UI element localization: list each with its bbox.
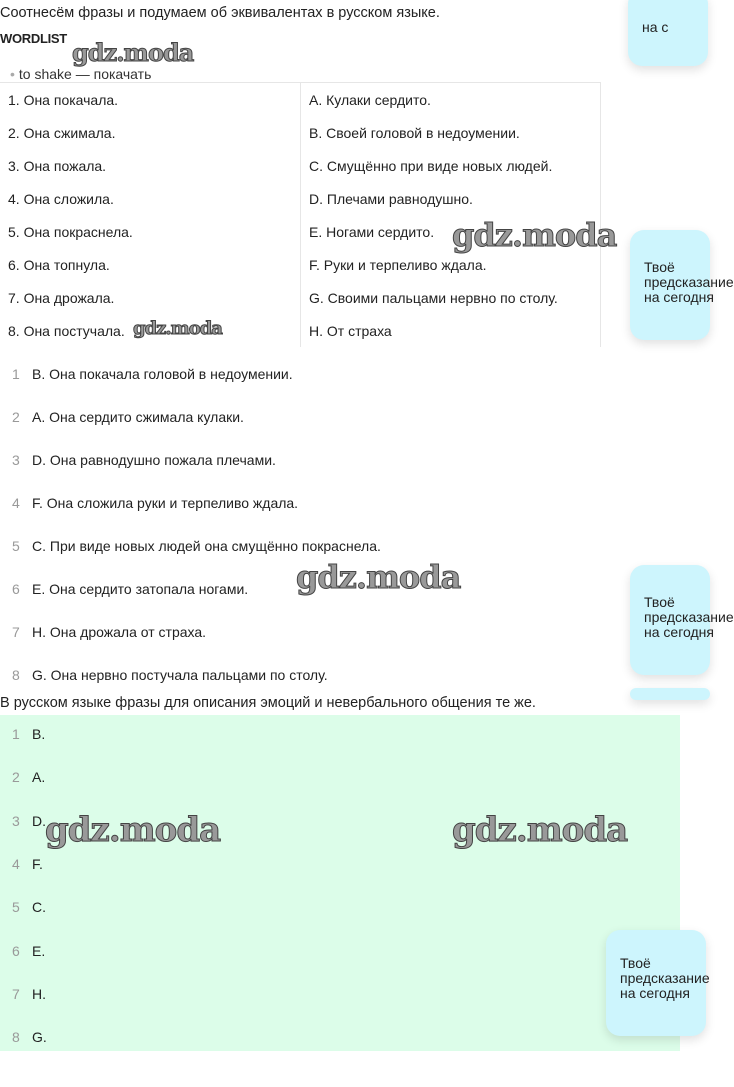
list-item: [12, 407, 244, 427]
prediction-bubble-edge: [630, 688, 710, 700]
list-item: [12, 364, 293, 384]
item-text: H. Она дрожала от страха.: [32, 624, 207, 640]
item-text: G. Она нервно постучала пальцами по столу.: [32, 667, 328, 683]
watermark: gdz.moda: [45, 810, 221, 850]
item-text: D.: [32, 812, 46, 829]
wordlist-item-text: to shake — покачать: [18, 66, 152, 82]
match-phrase: G. Своими пальцами нервно по столу.: [301, 281, 601, 314]
match-phrase: E. Ногами сердито.: [301, 215, 601, 248]
item-number: 5: [12, 538, 20, 554]
bubble-line: на сегодня: [644, 289, 714, 305]
item-text: A. Она сердито сжимала кулаки.: [32, 409, 244, 425]
bubble-text: на с: [642, 19, 669, 35]
bubble-line: предсказание: [620, 970, 710, 986]
bubble-line: Твоё: [620, 955, 651, 971]
bubble-line: Твоё: [644, 259, 675, 275]
match-phrase: H. От страха: [301, 314, 601, 347]
item-text: C. При виде новых людей она смущённо покраснела.: [32, 538, 381, 554]
list-item: [12, 984, 46, 1004]
list-item: [12, 941, 45, 961]
match-phrase: A. Кулаки сердито.: [301, 83, 601, 117]
prediction-bubble[interactable]: [630, 230, 734, 340]
bubble-line: предсказание: [644, 274, 734, 290]
list-item: [12, 536, 381, 556]
sentence-start: 1. Она покачала.: [0, 83, 301, 117]
item-text: C.: [32, 899, 46, 916]
table-row: [0, 281, 601, 314]
item-number: 1: [12, 726, 20, 742]
item-text: B.: [32, 726, 46, 742]
item-number: 2: [12, 769, 20, 786]
item-text: D. Она равнодушно пожала плечами.: [32, 452, 276, 468]
bubble-line: Твоё: [644, 594, 675, 610]
item-text: H.: [32, 985, 46, 1002]
sentence-start: 5. Она покраснела.: [0, 215, 301, 248]
list-item: [12, 1027, 47, 1047]
list-item: [12, 622, 206, 642]
item-number: 1: [12, 366, 20, 382]
wordlist-title: WORDLIST: [0, 31, 67, 46]
item-number: 2: [12, 409, 20, 425]
table-row: [0, 116, 601, 149]
item-text: F. Она сложила руки и терпеливо ждала.: [32, 495, 299, 511]
bubble-line: на сегодня: [644, 624, 714, 640]
table-row: [0, 182, 601, 215]
watermark: gdz.moda: [452, 810, 628, 850]
prediction-bubble[interactable]: [628, 0, 708, 66]
item-text: F.: [32, 855, 43, 872]
list-item: [12, 493, 298, 513]
item-text: B. Она покачала головой в недоумении.: [32, 366, 293, 382]
item-text: A.: [32, 769, 46, 786]
bubble-line: на сегодня: [620, 985, 690, 1001]
list-item: [12, 854, 43, 874]
bubble-line: предсказание: [644, 609, 734, 625]
sentence-start: 6. Она топнула.: [0, 248, 301, 281]
item-number: 6: [12, 581, 20, 597]
list-item: [12, 450, 276, 470]
intro-text: Соотнесём фразы и подумаем об эквивалентах в русском языке.: [0, 5, 440, 21]
table-row: [0, 83, 601, 117]
list-item: [12, 767, 45, 787]
match-phrase: C. Смущённо при виде новых людей.: [301, 149, 601, 182]
list-item: [12, 665, 328, 685]
item-text: E.: [32, 942, 46, 959]
prediction-bubble[interactable]: [630, 565, 734, 675]
item-number: 5: [12, 899, 20, 916]
matching-table: [0, 82, 601, 347]
item-number: 3: [12, 812, 20, 829]
sentence-start: 7. Она дрожала.: [0, 281, 301, 314]
table-row: [0, 149, 601, 182]
item-number: 4: [12, 855, 20, 872]
match-phrase: F. Руки и терпеливо ждала.: [301, 248, 601, 281]
item-number: 4: [12, 495, 20, 511]
watermark: gdz.moda: [296, 558, 461, 596]
item-text: G.: [32, 1029, 47, 1046]
sentence-start: 3. Она пожала.: [0, 149, 301, 182]
sentence-start: 8. Она постучала.: [0, 314, 301, 347]
short-answer-panel: [0, 715, 680, 1051]
watermark: gdz.moda: [133, 318, 222, 339]
match-phrase: B. Своей головой в недоумении.: [301, 116, 601, 149]
list-item: [12, 724, 45, 744]
sentence-start: 4. Она сложила.: [0, 182, 301, 215]
item-number: 7: [12, 624, 20, 640]
sentence-start: 2. Она сжимала.: [0, 116, 301, 149]
summary-text: В русском языке фразы для описания эмоций и невербального общения те же.: [0, 695, 536, 711]
prediction-bubble[interactable]: [606, 930, 710, 1036]
list-item: [12, 579, 248, 599]
item-number: 3: [12, 452, 20, 468]
list-item: [12, 897, 46, 917]
item-number: 8: [12, 1029, 20, 1046]
list-item: [12, 811, 46, 831]
item-number: 7: [12, 985, 20, 1002]
watermark: gdz.moda: [452, 216, 617, 254]
watermark: gdz.moda: [72, 38, 194, 67]
wordlist-item: • to shake — покачать: [10, 66, 152, 82]
table-row: [0, 314, 601, 347]
item-number: 8: [12, 667, 20, 683]
item-number: 6: [12, 942, 20, 959]
item-text: E. Она сердито затопала ногами.: [32, 581, 249, 597]
match-phrase: D. Плечами равнодушно.: [301, 182, 601, 215]
